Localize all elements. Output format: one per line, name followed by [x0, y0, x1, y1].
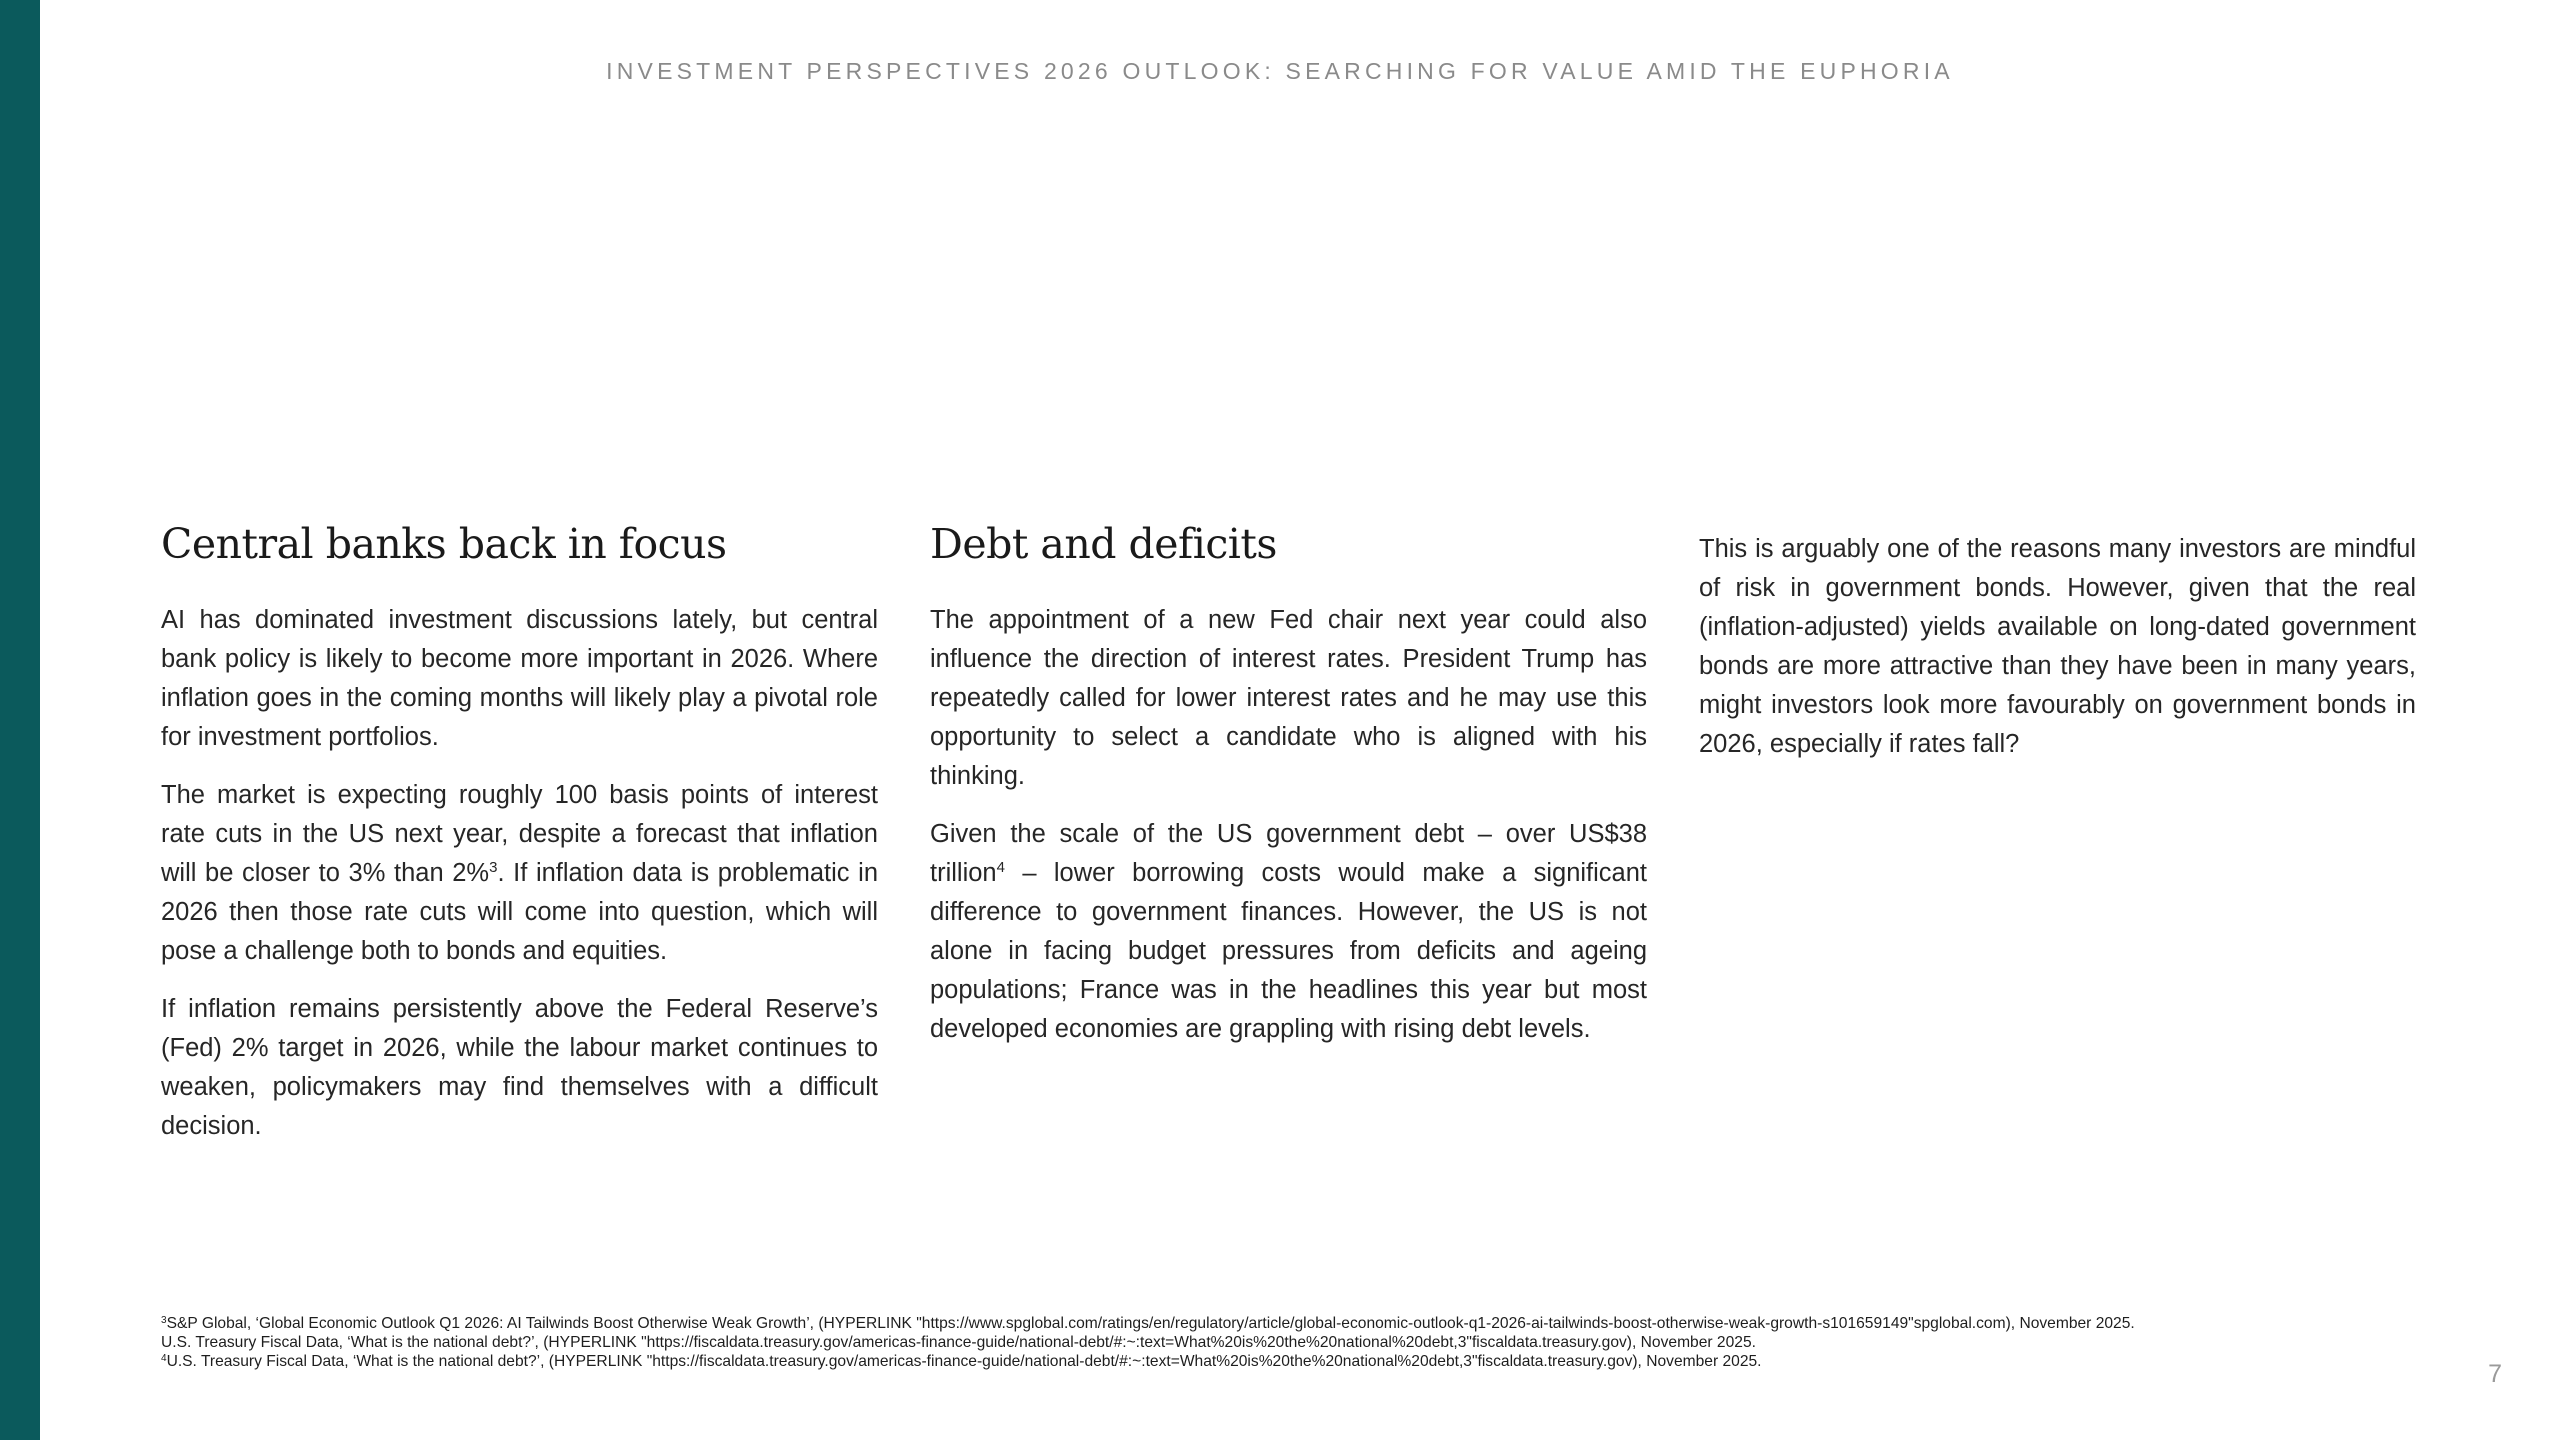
paragraph: [161, 776, 878, 971]
footnote-4: [161, 1352, 2491, 1371]
column-central-banks: [161, 515, 878, 1165]
footnote-text[interactable]: S&P Global, ‘Global Economic Outlook Q1 2026: AI Tailwinds Boost Otherwise Weak Growth’, (HYPERLINK "https://www.spglobal.com/ratings/en/regulatory/article/global-economic-outlook-q1-2026-ai-tailwinds-boost-otherwise-weak-growth-s101659149"spglobal.com), November 2025.: [166, 1315, 2135, 1332]
paragraph-text: – lower borrowing costs would make a significant difference to government finances. However, the US is not alone in facing budget pressures from deficits and ageing populations; France was in the headlines this year but most developed economies are grappling with rising debt levels.: [930, 859, 1647, 1043]
footnotes: [161, 1314, 2491, 1371]
page-number: 7: [2488, 1360, 2502, 1388]
footnote-mark: 4: [161, 1353, 167, 1364]
column-debt-deficits: [930, 515, 1647, 1068]
footnote-mark: 3: [161, 1315, 167, 1326]
column-continuation: [1699, 530, 2416, 783]
paragraph: The appointment of a new Fed chair next year could also influence the direction of interest rates. President Trump has repeatedly called for lower interest rates and he may use this opportunity to select a candidate who is aligned with his thinking.: [930, 606, 1647, 790]
paragraph-text: . If inflation data is problematic in 2026 then those rate cuts will come into question, which will pose a challenge both to bonds and equities.: [161, 859, 878, 965]
footnote-3: [161, 1314, 2491, 1333]
section-heading-central-banks: Central banks back in focus: [161, 520, 727, 568]
footnote-ref-3[interactable]: 3: [489, 859, 498, 876]
paragraph: This is arguably one of the reasons many investors are mindful of risk in government bonds. However, given that the real (inflation-adjusted) yields available on long-dated government bonds are more attractive than they have been in many years, might investors look more favourably on government bonds in 2026, especially if rates fall?: [1699, 535, 2416, 758]
paragraph: If inflation remains persistently above the Federal Reserve’s (Fed) 2% target in 2026, while the labour market continues to weaken, policymakers may find themselves with a difficult decision.: [161, 995, 878, 1140]
footnote-text[interactable]: U.S. Treasury Fiscal Data, ‘What is the national debt?’, (HYPERLINK "https://fiscaldata.treasury.gov/americas-finance-guide/national-debt/#:~:text=What%20is%20the%20national%20debt,3"fiscaldata.treasury.gov), November 2025.: [166, 1353, 1762, 1370]
accent-side-bar: [0, 0, 40, 1440]
footnote-3-continued[interactable]: U.S. Treasury Fiscal Data, ‘What is the national debt?’, (HYPERLINK "https://fiscaldata.treasury.gov/americas-finance-guide/national-debt/#:~:text=What%20is%20the%20national%20debt,3"fiscaldata.treasury.gov), November 2025.: [161, 1334, 1756, 1351]
paragraph-text: Given the scale of the US government debt – over US$38 trillion: [930, 820, 1647, 887]
section-heading-debt-deficits: Debt and deficits: [930, 520, 1277, 568]
running-header: INVESTMENT PERSPECTIVES 2026 OUTLOOK: SEARCHING FOR VALUE AMID THE EUPHORIA: [606, 58, 1954, 84]
paragraph: [930, 815, 1647, 1049]
paragraph: AI has dominated investment discussions lately, but central bank policy is likely to become more important in 2026. Where inflation goes in the coming months will likely play a pivotal role for investment portfolios.: [161, 606, 878, 751]
paragraph-text: The market is expecting roughly 100 basis points of interest rate cuts in the US next year, despite a forecast that inflation will be closer to 3% than 2%: [161, 781, 878, 887]
footnote-ref-4[interactable]: 4: [996, 859, 1005, 876]
